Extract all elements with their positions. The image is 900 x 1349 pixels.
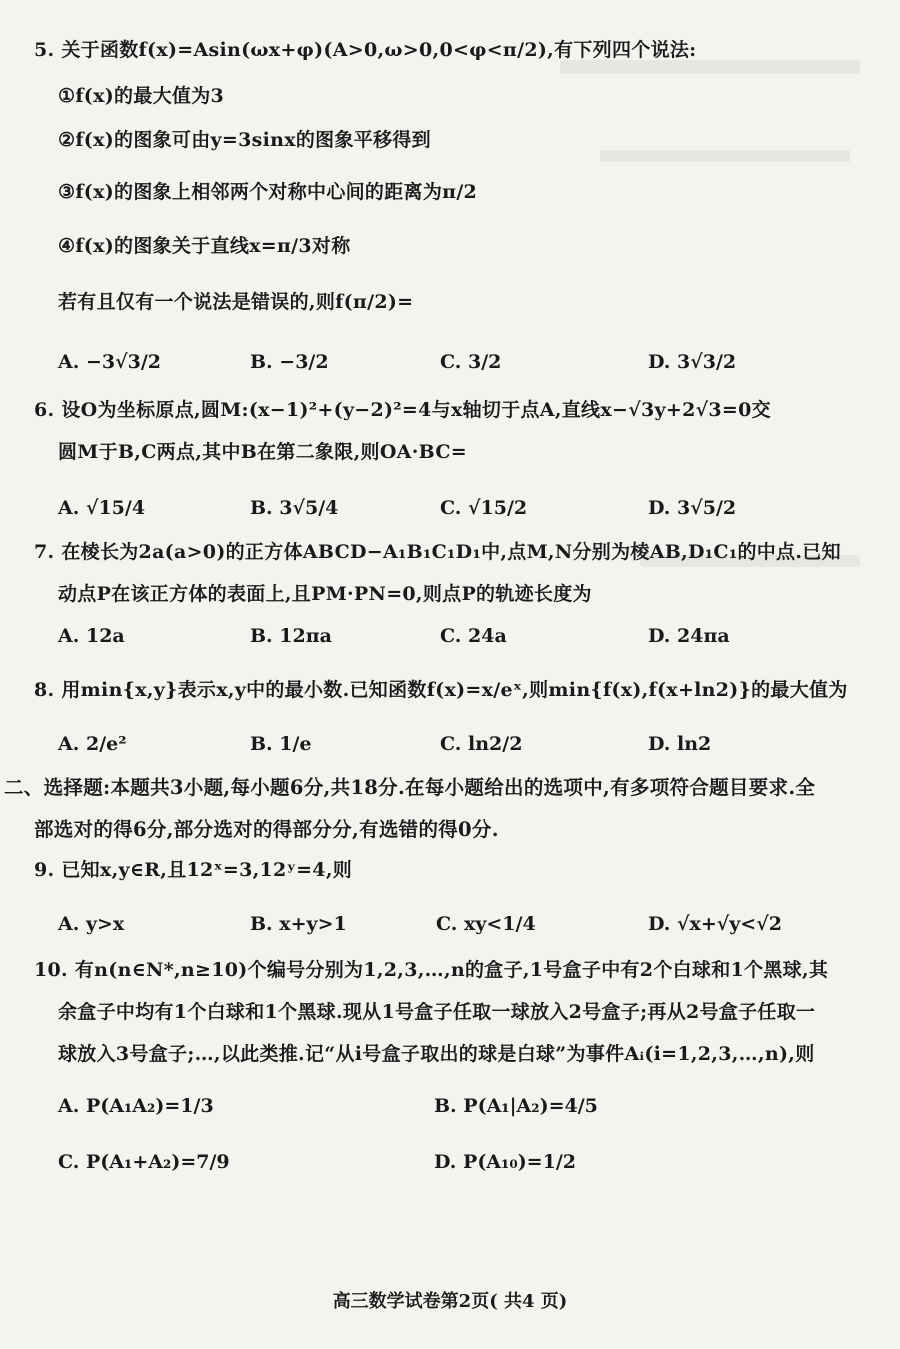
q10-line-2: 余盒子中均有1个白球和1个黑球.现从1号盒子任取一球放入2号盒子;再从2号盒子任取一 bbox=[58, 1001, 816, 1023]
q9-option-a: A. y>x bbox=[58, 913, 125, 935]
q8-option-d: D. ln2 bbox=[648, 733, 712, 755]
q5-statement-1: ①f(x)的最大值为3 bbox=[58, 85, 225, 107]
q6-option-c: C. √15/2 bbox=[440, 497, 528, 519]
q10-line-3: 球放入3号盒子;…,以此类推.记“从i号盒子取出的球是白球”为事件Aᵢ(i=1,2,3,…,n),则 bbox=[58, 1043, 815, 1065]
q5-ask: 若有且仅有一个说法是错误的,则f(π/2)= bbox=[58, 291, 414, 313]
q7-option-c: C. 24a bbox=[440, 625, 507, 647]
q5-option-a: A. −3√3/2 bbox=[58, 351, 161, 373]
q6-option-d: D. 3√5/2 bbox=[648, 497, 737, 519]
q10-option-c: C. P(A₁+A₂)=7/9 bbox=[58, 1151, 230, 1173]
q7-option-d: D. 24πa bbox=[648, 625, 730, 647]
q6-option-a: A. √15/4 bbox=[58, 497, 146, 519]
section-2-instructions: 部选对的得6分,部分选对的得部分分,有选错的得0分. bbox=[34, 818, 499, 841]
scan-shadow bbox=[600, 150, 850, 162]
q8-option-c: C. ln2/2 bbox=[440, 733, 523, 755]
q7-line-2: 动点P在该正方体的表面上,且PM·PN=0,则点P的轨迹长度为 bbox=[58, 583, 592, 605]
q7-line-1: 7. 在棱长为2a(a>0)的正方体ABCD−A₁B₁C₁D₁中,点M,N分别为棱AB,D₁C₁的中点.已知 bbox=[34, 541, 841, 563]
q6-option-b: B. 3√5/4 bbox=[250, 497, 339, 519]
q8-option-b: B. 1/e bbox=[250, 733, 312, 755]
q6-line-2: 圆M于B,C两点,其中B在第二象限,则OA·BC= bbox=[58, 441, 467, 463]
q7-option-a: A. 12a bbox=[58, 625, 125, 647]
q5-stem: 5. 关于函数f(x)=Asin(ωx+φ)(A>0,ω>0,0<φ<π/2),有下列四个说法: bbox=[34, 39, 697, 61]
q7-option-b: B. 12πa bbox=[250, 625, 332, 647]
q5-option-c: C. 3/2 bbox=[440, 351, 502, 373]
q10-option-b: B. P(A₁|A₂)=4/5 bbox=[434, 1095, 598, 1117]
q5-statement-2: ②f(x)的图象可由y=3sinx的图象平移得到 bbox=[58, 129, 431, 151]
q9-option-b: B. x+y>1 bbox=[250, 913, 347, 935]
q9-option-d: D. √x+√y<√2 bbox=[648, 913, 782, 935]
q9-option-c: C. xy<1/4 bbox=[436, 913, 536, 935]
q10-line-1: 10. 有n(n∈N*,n≥10)个编号分别为1,2,3,…,n的盒子,1号盒子中有2个白球和1个黑球,其 bbox=[34, 959, 829, 981]
section-2-heading: 二、选择题:本题共3小题,每小题6分,共18分.在每小题给出的选项中,有多项符合题目要求.全 bbox=[4, 776, 816, 799]
q8-line-1: 8. 用min{x,y}表示x,y中的最小数.已知函数f(x)=x/eˣ,则min{f(x),f(x+ln2)}的最大值为 bbox=[34, 679, 848, 701]
q10-option-a: A. P(A₁A₂)=1/3 bbox=[58, 1095, 214, 1117]
q9-line-1: 9. 已知x,y∈R,且12ˣ=3,12ʸ=4,则 bbox=[34, 859, 353, 881]
q5-option-b: B. −3/2 bbox=[250, 351, 329, 373]
q6-line-1: 6. 设O为坐标原点,圆M:(x−1)²+(y−2)²=4与x轴切于点A,直线x−√3y+2√3=0交 bbox=[34, 399, 771, 421]
q5-statement-4: ④f(x)的图象关于直线x=π/3对称 bbox=[58, 235, 351, 257]
q5-option-d: D. 3√3/2 bbox=[648, 351, 737, 373]
q10-option-d: D. P(A₁₀)=1/2 bbox=[434, 1151, 576, 1173]
q8-option-a: A. 2/e² bbox=[58, 733, 127, 755]
q5-statement-3: ③f(x)的图象上相邻两个对称中心间的距离为π/2 bbox=[58, 181, 478, 203]
page-footer: 高三数学试卷第2页( 共4 页) bbox=[332, 1291, 568, 1312]
